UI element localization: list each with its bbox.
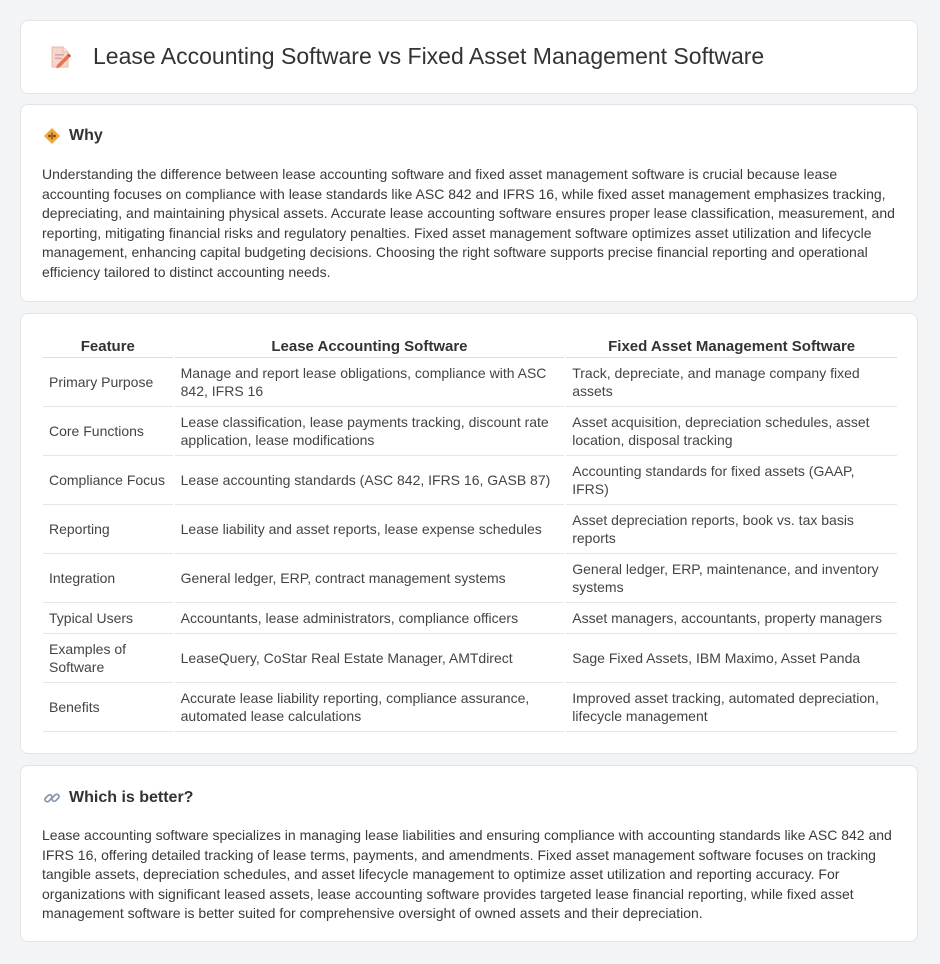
bulb-icon <box>43 127 61 145</box>
why-text: Understanding the difference between lease accounting software and fixed asset management software is crucial because lease accounting focuses on compliance with lease standards like ASC 842 and IFRS 16, while fixed asset management emphasizes tracking, depreciating, and maintaining physical assets. Accurate lease accounting software ensures proper lease classification, measurement, and reporting, mitigating financial risks and regulatory penalties. Fixed asset management software optimizes asset utilization and lifecycle management, enhancing capital budgeting decisions. Choosing the right software supports precise financial reporting and operational efficiency tailored to distinct accounting needs. <box>42 166 895 280</box>
feature-cell: Primary Purpose <box>43 358 173 407</box>
fixed-asset-cell: Accounting standards for fixed assets (GAAP, IFRS) <box>566 456 897 505</box>
which-better-section <box>20 765 918 942</box>
table-row <box>43 505 897 554</box>
table-row <box>43 634 897 683</box>
feature-cell: Integration <box>43 554 173 603</box>
feature-cell: Examples of Software <box>43 634 173 683</box>
fixed-asset-cell: Track, depreciate, and manage company fixed assets <box>566 358 897 407</box>
better-text: Lease accounting software specializes in managing lease liabilities and ensuring compliance with accounting standards like ASC 842 and IFRS 16, offering detailed tracking of lease terms, payments, and amendments. Fixed asset management software focuses on tracking tangible assets, depreciation schedules, and asset lifecycle management to optimize asset utilization and reporting accuracy. For organizations with significant leased assets, lease accounting software provides targeted lease financial reporting, while fixed asset management software is better suited for comprehensive oversight of owned assets and their depreciation. <box>42 827 892 921</box>
page-title: Lease Accounting Software vs Fixed Asset Management Software <box>93 43 765 69</box>
comparison-table-card <box>20 313 918 754</box>
table-row <box>43 683 897 732</box>
why-heading-row <box>43 127 103 145</box>
why-heading: Why <box>69 127 103 144</box>
header-card <box>20 20 918 94</box>
lease-cell: LeaseQuery, CoStar Real Estate Manager, AMTdirect <box>175 634 565 683</box>
lease-cell: Lease classification, lease payments tracking, discount rate application, lease modifications <box>175 407 565 456</box>
fixed-asset-cell: Asset acquisition, depreciation schedules, asset location, disposal tracking <box>566 407 897 456</box>
feature-cell: Core Functions <box>43 407 173 456</box>
lease-cell: Accountants, lease administrators, compliance officers <box>175 603 565 634</box>
table-header-row <box>43 332 897 358</box>
fixed-asset-cell: Asset managers, accountants, property managers <box>566 603 897 634</box>
lease-cell: Lease liability and asset reports, lease expense schedules <box>175 505 565 554</box>
lease-cell: Lease accounting standards (ASC 842, IFRS 16, GASB 87) <box>175 456 565 505</box>
header-fixed-asset: Fixed Asset Management Software <box>566 332 897 358</box>
document-edit-icon <box>47 44 73 70</box>
table-row <box>43 456 897 505</box>
fixed-asset-cell: Asset depreciation reports, book vs. tax basis reports <box>566 505 897 554</box>
link-icon <box>43 789 61 807</box>
better-heading-row <box>43 789 193 807</box>
fixed-asset-cell: Improved asset tracking, automated depreciation, lifecycle management <box>566 683 897 732</box>
feature-cell: Reporting <box>43 505 173 554</box>
better-heading: Which is better? <box>69 789 194 806</box>
table-row <box>43 407 897 456</box>
fixed-asset-cell: General ledger, ERP, maintenance, and inventory systems <box>566 554 897 603</box>
lease-cell: Accurate lease liability reporting, compliance assurance, automated lease calculations <box>175 683 565 732</box>
header-feature: Feature <box>43 332 173 358</box>
feature-cell: Benefits <box>43 683 173 732</box>
table-row <box>43 554 897 603</box>
feature-cell: Typical Users <box>43 603 173 634</box>
lease-cell: Manage and report lease obligations, compliance with ASC 842, IFRS 16 <box>175 358 565 407</box>
table-row <box>43 603 897 634</box>
table-row <box>43 358 897 407</box>
why-section <box>20 104 918 302</box>
title-row <box>47 43 764 70</box>
fixed-asset-cell: Sage Fixed Assets, IBM Maximo, Asset Panda <box>566 634 897 683</box>
comparison-table <box>41 332 899 732</box>
lease-cell: General ledger, ERP, contract management systems <box>175 554 565 603</box>
feature-cell: Compliance Focus <box>43 456 173 505</box>
header-lease: Lease Accounting Software <box>175 332 565 358</box>
